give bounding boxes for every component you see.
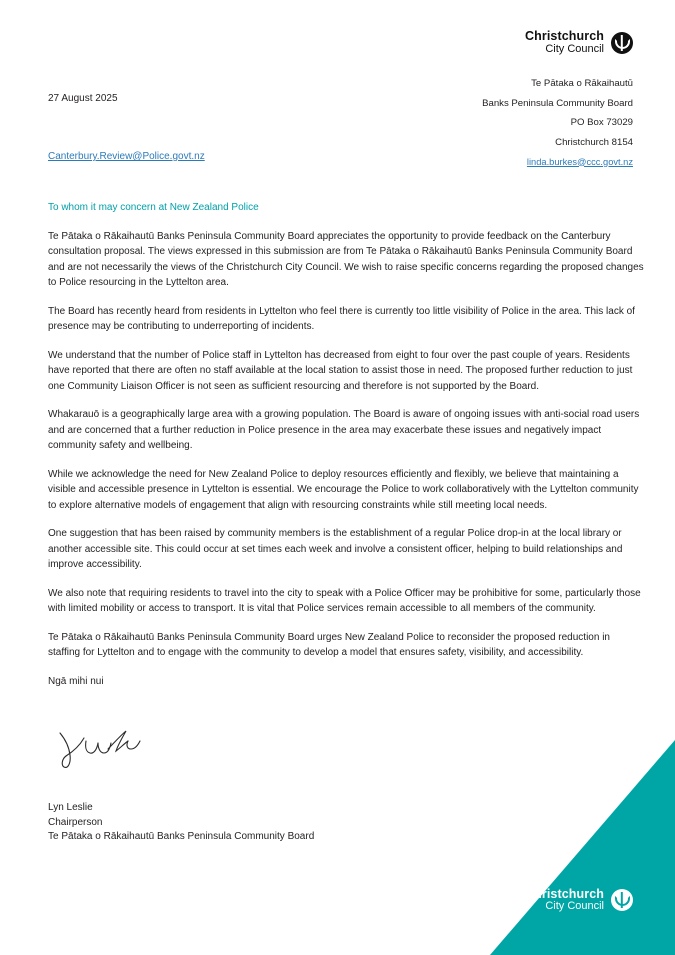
closing-line: Ngā mihi nui [48, 675, 104, 687]
chalice-icon [611, 32, 633, 54]
signoff-organisation: Te Pātaka o Rākaihautū Banks Peninsula Community Board [48, 831, 315, 842]
header-logo [525, 30, 633, 55]
signoff-role: Chairperson [48, 816, 103, 828]
address-line: Christchurch 8154 [555, 136, 633, 148]
body-paragraph: The Board has recently heard from residents in Lyttelton who feel there is currently too little visibility of Police in the area. This lack of presence may be contributing to underreporting of incidents. [48, 305, 635, 332]
body-paragraph: Whakarauō is a geographically large area with a growing population. The Board is aware of ongoing issues with anti-social road users and are concerned that a further reduction in Police presence in the area may exacerbate these issues and negatively impact community safety and wellbeing. [48, 409, 640, 451]
signature-image [52, 725, 172, 775]
body-paragraph: We also note that requiring residents to travel into the city to speak with a Police Officer may be prohibitive for some, particularly those with limited mobility or access to transport. It is vital that Police services remain accessible to all members of the community. [48, 587, 641, 614]
sender-email-link[interactable]: linda.burkes@ccc.govt.nz [526, 156, 633, 167]
header-logo-line2: City Council [545, 42, 604, 55]
address-line: PO Box 73029 [570, 117, 633, 129]
letter-date: 27 August 2025 [48, 93, 118, 104]
footer-logo-line2: City Council [545, 900, 604, 913]
footer-accent-wedge [490, 740, 675, 955]
footer-logo-text [525, 888, 604, 913]
recipient-email-link[interactable]: Canterbury.Review@Police.govt.nz [48, 151, 205, 162]
header-logo-text [525, 30, 604, 55]
recipient-email [48, 151, 205, 162]
sender-email [482, 153, 633, 173]
signoff-name: Lyn Leslie [48, 802, 93, 813]
salutation: To whom it may concern at New Zealand Police [48, 202, 259, 213]
footer-logo [525, 888, 633, 913]
body-paragraph: We understand that the number of Police staff in Lyttelton has decreased from eight to four over the past couple of years. Residents have reported that there are often no staff available at the local station to assist those in need. The proposed further reduction to just one Community Liaison Officer is not seen as sufficient resourcing and therefore is not supported by the Board. [48, 349, 633, 392]
letter-body [48, 200, 644, 702]
address-line: Te Pātaka o Rākaihautū [531, 78, 633, 89]
address-line: Banks Peninsula Community Board [482, 97, 633, 109]
footer-logo-line1: Christchurch [525, 886, 604, 901]
sender-address-block [482, 74, 633, 172]
body-paragraph: Te Pātaka o Rākaihautū Banks Peninsula Community Board urges New Zealand Police to reconsider the proposed reduction in staffing for Lyttelton and to engage with the community to develop a model that ensures safety, visibility, and accessibility. [48, 631, 610, 658]
header-logo-line1: Christchurch [525, 29, 604, 43]
signoff-block [48, 801, 314, 845]
chalice-icon [611, 889, 633, 911]
body-paragraph: One suggestion that has been raised by community members is the establishment of a regular Police drop-in at the local library or another accessible site. This could occur at set times each week and involve a consistent officer, helping to build relationships and improve accessibility. [48, 528, 623, 570]
body-paragraph: While we acknowledge the need for New Zealand Police to deploy resources efficiently and flexibly, we believe that maintaining a visible and accessible presence in Lyttelton is essential. We encourage the Police to work collaboratively with the Lyttelton community to explore alternative models of engagement that align with resourcing constraints while still meeting local needs. [48, 468, 639, 511]
body-paragraph: Te Pātaka o Rākaihautū Banks Peninsula Community Board appreciates the opportunity to provide feedback on the Canterbury consultation proposal. The views expressed in this submission are from Te Pātaka o Rākaihautū Banks Peninsula Community Board and are not necessarily the views of the Christchurch City Council. We wish to raise specific concerns regarding the proposed changes to Police resourcing in the Lyttelton area. [48, 230, 644, 288]
